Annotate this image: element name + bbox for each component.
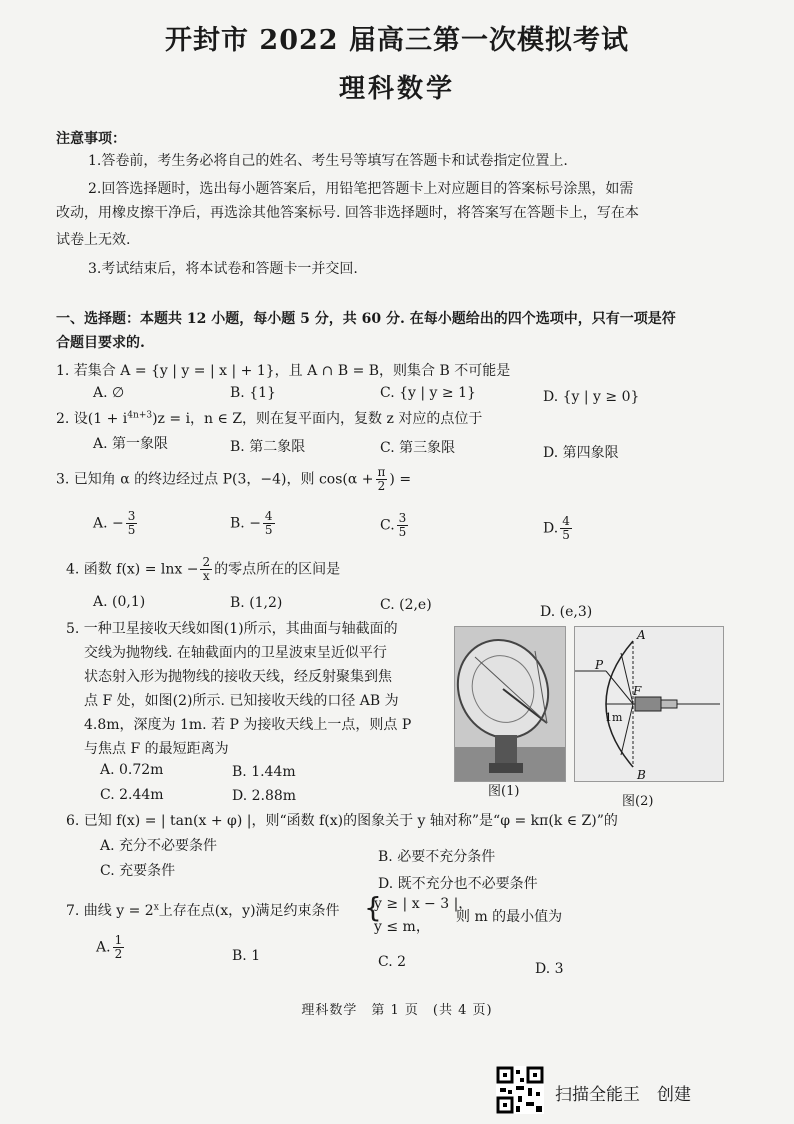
question-1-stem: 1. 若集合 A = {y | y = | x | + 1}，且 A ∩ B = B，则集合 B 不可能是 (56, 363, 511, 379)
q2-stem-end: )z = i，n ∈ Z，则在复平面内，复数 z 对应的点位于 (152, 411, 483, 427)
notice-item-2-line-1: 2.回答选择题时，选出每小题答案后，用铅笔把答题卡上对应题目的答案标号涂黑，如需 (88, 181, 634, 197)
q5-line-2: 交线为抛物线. 在轴截面内的卫星波束呈近似平行 (84, 645, 387, 661)
q2-stem-start: 2. 设(1 + i (56, 411, 128, 427)
q1-option-a: A. ∅ (93, 385, 125, 401)
q3-option-a-fraction (126, 510, 138, 537)
notice-item-2-line-2: 改动，用橡皮擦干净后，再选涂其他答案标号. 回答非选择题时，将答案写在答题卡上，写在本 (56, 205, 639, 221)
q3-option-c-label: C. (380, 517, 395, 534)
fig2-label-b: B (637, 768, 646, 781)
q7-option-d: D. 3 (535, 961, 564, 977)
q3-stem-start: 3. 已知角 α 的终边经过点 P(3，−4)，则 cos (56, 471, 343, 488)
q7-stem-end: 则 m 的最小值为 (456, 909, 563, 925)
q7-stem-a: 7. 曲线 y = 2 (66, 903, 154, 919)
fig2-label-depth: 1m (605, 711, 623, 724)
q4-fraction (200, 556, 212, 583)
q4-stem-start: 4. 函数 f(x) = lnx − (66, 561, 199, 578)
notice-item-2-line-3: 试卷上无效. (56, 232, 131, 248)
q6-option-a: A. 充分不必要条件 (100, 838, 218, 854)
question-7-stem-start (66, 900, 340, 920)
q7-brace: { (364, 891, 382, 924)
q3-paren-open: (α + (342, 471, 374, 488)
q4-option-a: A. (0,1) (93, 594, 146, 610)
q7-option-a-num: 1 (114, 933, 123, 947)
q6-option-c: C. 充要条件 (100, 863, 176, 879)
q5-option-a: A. 0.72m (100, 762, 164, 778)
q3-pi: π (377, 465, 386, 479)
q3-option-b (230, 510, 277, 537)
page-footer: 理科数学 第 1 页 (共 4 页) (301, 1003, 493, 1018)
figure-1-caption: 图(1) (488, 784, 520, 799)
q4-stem-end: 的零点所在的区间是 (214, 561, 341, 578)
q3-option-b-label: B. − (230, 515, 261, 532)
q5-line-1: 5. 一种卫星接收天线如图(1)所示，其曲面与轴截面的 (66, 621, 398, 637)
fig2-label-f: F (633, 684, 642, 698)
q3-option-c-fraction (397, 512, 409, 539)
notice-item-1: 1.答卷前，考生务必将自己的姓名、考生号等填写在答题卡和试卷指定位置上. (88, 153, 568, 169)
q2-option-d: D. 第四象限 (543, 445, 619, 461)
q2-option-c: C. 第三象限 (380, 440, 456, 456)
q3-option-d-den: 5 (562, 528, 570, 542)
q3-option-b-num: 4 (264, 509, 273, 523)
q3-option-c-den: 5 (398, 525, 407, 539)
satellite-dish-photo (454, 626, 566, 782)
q1-option-b: B. {1} (230, 385, 276, 401)
q3-option-a-den: 5 (127, 523, 136, 537)
q5-line-3: 状态射入形为抛物线的接收天线，经反射聚集到焦 (84, 669, 392, 685)
question-4-stem (66, 556, 340, 583)
parabola-cross-section-diagram (574, 626, 724, 782)
q7-stem-b: 上存在点(x，y)满足约束条件 (158, 903, 340, 919)
q3-paren-close: ) = (389, 471, 412, 488)
q4-den: x (202, 569, 210, 583)
q3-option-c-num: 3 (398, 511, 407, 525)
q3-option-a-label: A. − (93, 515, 124, 532)
q3-option-d-fraction (560, 515, 572, 542)
q3-option-d-num: 4 (562, 514, 570, 528)
q3-option-a-num: 3 (127, 509, 136, 523)
q2-exponent: 4n+3 (127, 410, 153, 421)
question-3-stem (56, 466, 411, 493)
notice-heading: 注意事项： (56, 131, 126, 147)
q4-option-c: C. (2,e) (380, 597, 432, 613)
q7-option-a-den: 2 (114, 947, 123, 961)
notice-item-3: 3.考试结束后，将本试卷和答题卡一并交回. (88, 261, 358, 277)
q3-option-d-label: D. (543, 520, 559, 537)
section-heading-line-1: 一、选择题：本题共 12 小题，每小题 5 分，共 60 分. 在每小题给出的四个选项中，只有一项是符 (56, 311, 676, 327)
q3-option-b-den: 5 (264, 523, 273, 537)
q3-option-a (93, 510, 139, 537)
q2-option-a: A. 第一象限 (93, 436, 169, 452)
q7-option-c: C. 2 (378, 954, 407, 970)
q3-option-b-fraction (263, 510, 275, 537)
question-2-stem (56, 408, 482, 428)
q7-option-a (96, 934, 126, 961)
q5-option-d: D. 2.88m (232, 788, 297, 804)
fig2-label-p: P (595, 658, 604, 672)
q7-condition-1: y ≥ | x − 3 |， (374, 896, 473, 912)
q7-option-a-fraction (113, 934, 125, 961)
q6-option-b: B. 必要不充分条件 (378, 849, 496, 865)
q4-option-b: B. (1,2) (230, 595, 283, 611)
question-6-stem: 6. 已知 f(x) = | tan(x + φ) |，则“函数 f(x)的图象关于 y 轴对称”是“φ = kπ(k ∈ Z)”的 (66, 813, 618, 829)
q5-line-6: 与焦点 F 的最短距离为 (84, 741, 229, 757)
q3-pi-over-2 (376, 466, 388, 493)
q1-option-d: D. {y | y ≥ 0} (543, 389, 640, 405)
q2-option-b: B. 第二象限 (230, 439, 306, 455)
fig2-label-a: A (637, 628, 646, 642)
exam-title: 开封市 2022 届高三第一次模拟考试 (165, 25, 629, 56)
q3-option-d (543, 515, 574, 542)
q6-option-d: D. 既不充分也不必要条件 (378, 876, 538, 892)
q5-line-4: 点 F 处，如图(2)所示. 已知接收天线的口径 AB 为 (84, 693, 399, 709)
section-heading-line-2: 合题目要求的. (56, 335, 145, 351)
q1-option-c: C. {y | y ≥ 1} (380, 385, 476, 401)
q7-exponent: x (153, 902, 159, 913)
figure-2-caption: 图(2) (622, 794, 654, 809)
q7-condition-2: y ≤ m， (374, 919, 430, 935)
q4-option-d: D. (e,3) (540, 604, 593, 620)
q5-option-c: C. 2.44m (100, 787, 164, 803)
q7-option-a-label: A. (96, 939, 111, 956)
q3-option-c (380, 512, 410, 539)
q5-figures (454, 626, 722, 780)
qr-code-icon (496, 1066, 544, 1114)
q7-option-b: B. 1 (232, 948, 261, 964)
q5-option-b: B. 1.44m (232, 764, 296, 780)
subject-title: 理科数学 (338, 74, 455, 104)
q3-two: 2 (377, 479, 386, 493)
scanner-watermark: 扫描全能王 创建 (555, 1085, 691, 1105)
q4-num: 2 (202, 555, 211, 569)
q5-line-5: 4.8m，深度为 1m. 若 P 为接收天线上一点，则点 P (84, 717, 412, 733)
